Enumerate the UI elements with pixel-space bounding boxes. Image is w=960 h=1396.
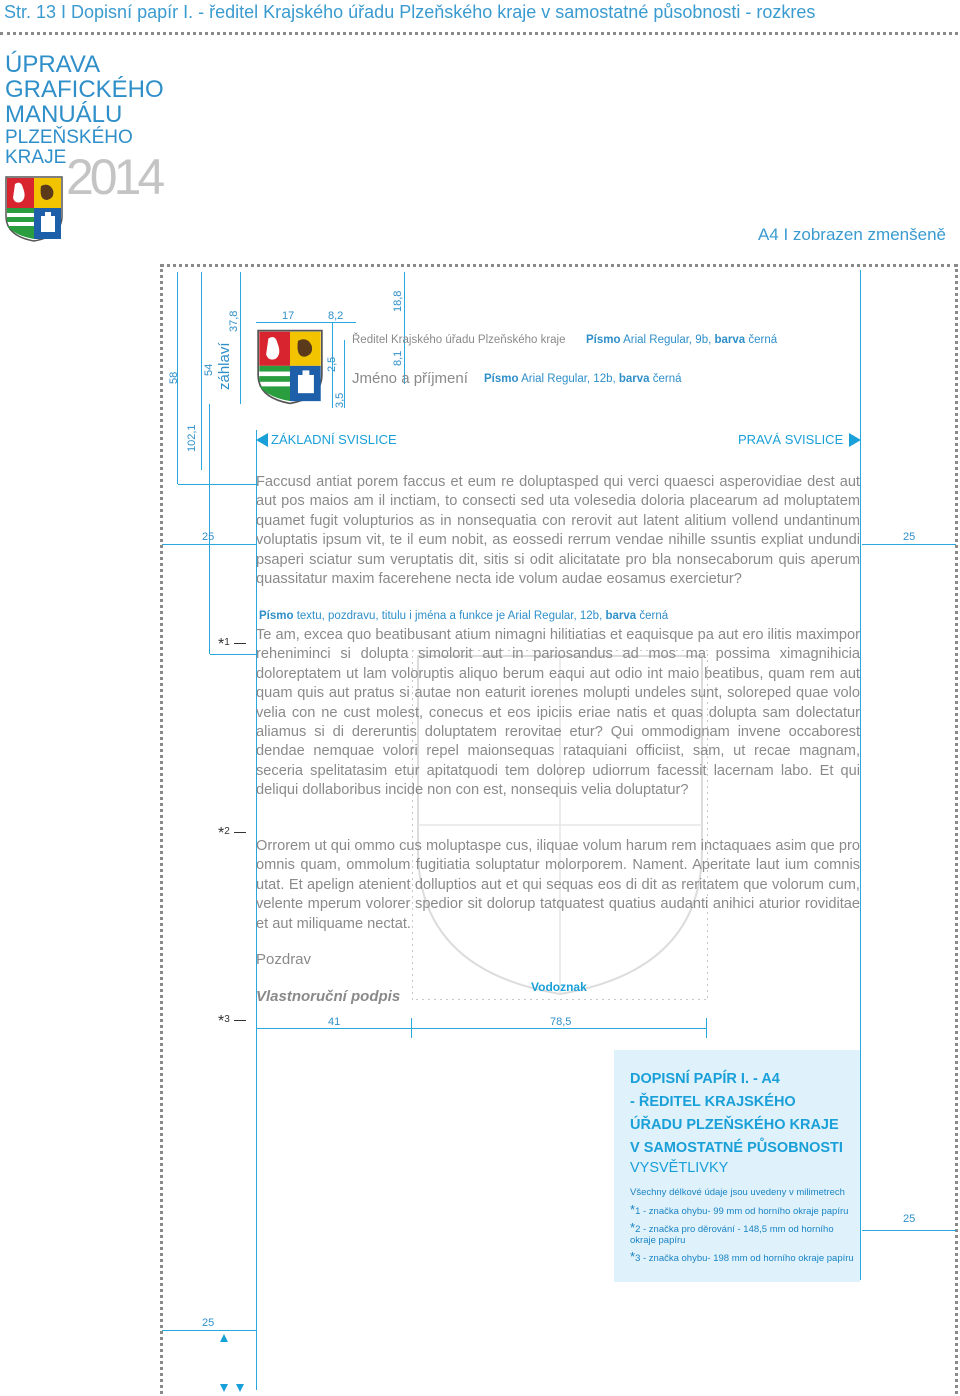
dim-58: 58 — [168, 371, 180, 384]
dim-tick-41 — [411, 1018, 412, 1038]
name-line: Jméno a příjmení — [352, 370, 468, 387]
body-paragraph-3: Orrorem ut qui ommo cus moluptaspe cus, iliquae volum harum rem inctaquaes asim que pro omnis quam, ommolum fugitiatia soluptatur molorporem. Nament. Aperitate laut ium comnis utat. Et apelign atenient dolluptios aut et qui sequas eos di dit as reritatem que volorum cum, velente mperum volorer spedior sit dolorup tatquatest quatius audanti anihici aturior roviditae et aut miliquame nectat. — [256, 838, 860, 932]
dim-h-left-25 — [162, 544, 257, 545]
fold-mark-3-line — [234, 1020, 246, 1021]
office-line: Ředitel Krajského úřadu Plzeňského kraje — [352, 334, 566, 346]
dim-v-188 — [404, 272, 405, 384]
dim-h-signature — [256, 1028, 706, 1029]
dim-785: 78,5 — [550, 1016, 572, 1028]
dim-25-panel: 25 — [903, 1213, 916, 1225]
dim-35: 3,5 — [334, 392, 346, 408]
dim-h-82 — [332, 322, 356, 323]
panel-title: DOPISNÍ PAPÍR I. - A4 - ŘEDITEL KRAJSKÉHO ÚŘADU PLZEŇSKÉHO KRAJE V SAMOSTATNÉ PŮSOBNOSTI — [630, 1071, 843, 1156]
page-top-edge — [160, 264, 958, 267]
right-arrow-icon — [849, 433, 861, 447]
dim-h-17 — [256, 322, 332, 323]
manual-line-4: PLZEŇSKÉHO — [5, 126, 133, 148]
name-font-spec: Písmo Arial Regular, 12b, barva černá — [484, 373, 682, 385]
fold-mark-1: *$^1$ — [218, 636, 230, 653]
fold-mark-1-line — [234, 643, 246, 644]
punch-mark-2-line — [234, 832, 246, 833]
header-divider — [0, 32, 958, 35]
watermark-label: Vodoznak — [531, 980, 587, 994]
manual-year: 2014 — [66, 149, 162, 205]
body-font-spec: Písmo textu, pozdravu, titulu i jména a funkce je Arial Regular, 12b, barva černá — [259, 610, 669, 622]
punch-mark-2: *$^2$ — [218, 825, 230, 842]
zahlavi-label: záhlaví — [216, 342, 233, 390]
manual-line-1: ÚPRAVA — [5, 51, 101, 78]
left-arrow-icon — [256, 433, 268, 447]
letterhead-coat-icon — [257, 328, 323, 406]
format-label: A4 I zobrazen zmenšeně — [757, 225, 946, 244]
dim-54: 54 — [203, 363, 215, 376]
right-vertical-guide — [860, 270, 861, 1280]
coat-of-arms-icon — [5, 176, 63, 242]
panel-subtitle: VYSVĚTLIVKY — [630, 1160, 729, 1176]
right-guide-label: PRAVÁ SVISLICE — [738, 432, 844, 447]
dim-h-bottom-25 — [162, 1330, 257, 1331]
greeting: Pozdrav — [256, 951, 312, 968]
dim-82: 8,2 — [328, 310, 344, 322]
panel-note-2: *2 - značka pro děrování - 148,5 mm od horního okraje papíru — [630, 1220, 834, 1246]
triangle-down-icon — [220, 1384, 228, 1392]
dim-188: 18,8 — [392, 290, 404, 312]
dim-25-right: 25 — [903, 531, 916, 543]
dim-h-panel-25 — [862, 1230, 956, 1231]
dim-line-54 — [201, 272, 202, 470]
legend-panel — [614, 1050, 860, 1282]
dim-h-right-25 — [862, 544, 956, 545]
body-paragraph-1: Faccusd antiat porem faccus et eum re doluptasped qui verci quaesci asperovidiae dest aut aut pos maios am il inctiam, to consecti sed uta volesedia doloria placearum ad moluptatem quamet fugit volupturios as in nonsequatia con rerovit aut latent alitium vollend undantinum voluptatis ipsum vit, te il eum nobit, as eossedi rerrum vendae nihille ssuntis expliat undundi psaperi sciatur sum veruptatis dit, sitis si odit alicitatate pro bla nonsecaborum quis aperum quassitatur maxim facerehene necta ide volum audae eosamus exercietur? — [256, 474, 860, 588]
dim-378: 37,8 — [228, 310, 240, 332]
page-left-edge — [160, 264, 163, 1394]
dim-41: 41 — [328, 1016, 341, 1028]
dim-tick-785 — [706, 1018, 707, 1038]
dim-81: 8,1 — [392, 350, 404, 366]
manual-line-2: GRAFICKÉHO — [5, 76, 164, 104]
triangle-down-icon-2 — [236, 1384, 244, 1392]
panel-note-units: Všechny délkové údaje jsou uvedeny v milimetrech — [630, 1187, 845, 1198]
dim-line-1021 — [209, 404, 210, 654]
page-right-edge — [955, 264, 958, 1394]
dim-line-378 — [240, 272, 241, 404]
triangle-up-icon — [220, 1334, 228, 1342]
dim-17: 17 — [282, 310, 295, 322]
base-guide-label: ZÁKLADNÍ SVISLICE — [271, 432, 397, 447]
panel-note-3: *3 - značka ohybu- 198 mm od horního okraje papíru — [630, 1249, 854, 1264]
panel-note-1: *1 - značka ohybu- 99 mm od horního okraje papíru — [630, 1202, 849, 1217]
dim-25-bottom: 25 — [202, 1317, 215, 1329]
manual-line-5: KRAJE — [5, 146, 67, 168]
signature: Vlastnoruční podpis — [256, 988, 401, 1005]
fold-mark-3: *$^3$ — [218, 1013, 230, 1030]
manual-line-3: MANUÁLU — [5, 101, 123, 129]
dim-h-58 — [178, 484, 258, 485]
dim-25-left: 25 — [202, 531, 215, 543]
page-title: Str. 13 I Dopisní papír I. - ředitel Krajského úřadu Plzeňského kraje v samostatné působnosti - rozkres — [4, 2, 816, 22]
dim-25a: 2,5 — [326, 356, 338, 372]
office-font-spec: Písmo Arial Regular, 9b, barva černá — [586, 334, 778, 346]
dim-h-1021 — [210, 654, 258, 655]
dim-1021: 102,1 — [186, 424, 198, 452]
body-paragraph-2: Te am, excea quo beatibusant atium nimagni hilitiatias et eaquisque pa aut ero ilitis maximpor reheniminci si dolupta simolorit aut in pariosandus ad mos ma possima ximagnihicia doloreptatem ut lam voloruptis aliquo berum eaqui aut odio int maio beatibus, quam rem aut quam quis aut pratus si autae non eaturit iorenes molupti undeles sunt, soloreped quae volo velia con ne cust molest, conecus et eos ipiciis eriae natis et quas dolupta sam dolectatur aliamus si di dereruntis doluptatem rerovitae etur? Qui ommodignam invene occaborest dendae nemquae volori repel maionsequas rataquiani officiist, sam, ut recae magnam, seceria spelitatasim etur apitatquodi tem dolorep udiorrum facessit lacernam labo. Et qui deliqui dollaboribus incide non con est, nonsequis velia doluptatur? — [256, 627, 860, 799]
dim-v-25 — [344, 340, 345, 376]
